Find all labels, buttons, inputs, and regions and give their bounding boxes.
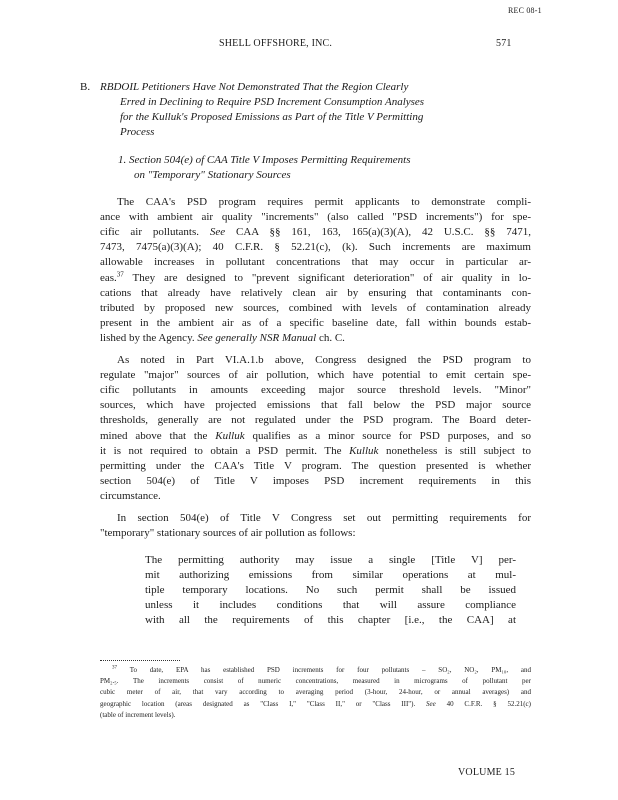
body-line: allowable increases in pollutant concentrations that may occur in particular ar-	[100, 256, 531, 269]
body-line: section 504(e) of Title V imposes PSD increment requirements in this	[100, 474, 531, 487]
page-number: 571	[496, 38, 512, 49]
text-run: qualifies as a minor source for PSD purposes, and so	[244, 429, 531, 442]
text-run: PM₂.₅. The increments consist of numeric concentrations, measured in micrograms of pollutant per	[100, 677, 531, 686]
text-run: eas.	[100, 271, 117, 284]
text-run: (table of increment levels).	[100, 710, 176, 719]
text-run: ch. C.	[316, 331, 345, 344]
body-line: regulate "major" sources of air pollution, which have potential to emit certain spe-	[100, 369, 531, 382]
footnote-line	[100, 676, 531, 686]
body-line	[100, 429, 531, 444]
body-line: "temporary" stationary sources of air pollution as follows:	[100, 527, 356, 540]
body-line	[100, 271, 531, 286]
footnote-marker: 37	[116, 269, 124, 278]
text-run: it is not required to obtain a PSD permit. The	[100, 444, 350, 457]
text-run: 40 C.F.R. § 52.21(c)	[435, 699, 531, 708]
quote-line: unless it includes conditions that will assure compliance	[145, 599, 516, 612]
body-line	[100, 225, 531, 240]
body-line: The CAA's PSD program requires permit applicants to demonstrate compli-	[117, 196, 531, 208]
text-run: nonetheless is still subject to	[378, 444, 531, 457]
body-line: As noted in Part VI.A.1.b above, Congress designed the PSD program to	[117, 354, 531, 366]
section-b-heading-line: RBDOIL Petitioners Have Not Demonstrated That the Region Clearly	[100, 81, 409, 93]
footnote-line	[100, 710, 531, 720]
body-line: present in the ambient air as of a specific baseline date, fall within bounds estab-	[100, 316, 531, 329]
body-line: sources, which have projected emissions that fall below the PSD major source	[100, 399, 531, 412]
body-line: cific pollutants in amounts exceeding major source threshold levels. "Minor"	[100, 384, 531, 397]
section-b-heading-line: Process	[120, 126, 155, 138]
text-run: geographic location (areas designated as "Class I," "Class II," or "Class III").	[100, 699, 427, 708]
section-b-label: B.	[80, 81, 91, 93]
quote-line: with all the requirements of this chapter [i.e., the CAA] at	[145, 614, 516, 627]
body-line: permitting under the CAA's Title V program. The question presented is whether	[100, 459, 531, 472]
body-line	[100, 444, 531, 459]
body-line	[100, 331, 531, 346]
footnote-number: 37	[112, 665, 117, 671]
text-run: CAA §§ 161, 163, 165(a)(3)(A), 42 U.S.C. §§ 7471,	[225, 226, 531, 239]
footnote-line	[112, 665, 531, 675]
volume-footer: VOLUME 15	[458, 767, 516, 778]
footnote-line	[100, 699, 531, 709]
italic-citation: Kulluk	[349, 444, 379, 457]
subsection-1-heading-line: on "Temporary" Stationary Sources	[134, 169, 291, 181]
body-line: tributed by proposed new sources, combined with levels of contamination already	[100, 301, 531, 314]
body-line: ance with ambient air quality "increments" (also called "PSD increments") for spe-	[100, 211, 531, 224]
text-run: lished by the Agency.	[100, 331, 198, 344]
body-line: In section 504(e) of Title V Congress set out permitting requirements for	[117, 512, 531, 524]
text-run: mined above that the	[100, 429, 216, 442]
body-line: circumstance.	[100, 489, 161, 502]
quote-line: The permitting authority may issue a single [Title V] per-	[145, 554, 516, 566]
body-line: thresholds, generally are not regulated under the PSD program. The Board deter-	[100, 414, 531, 427]
running-head: SHELL OFFSHORE, INC.	[219, 38, 333, 49]
text-run: cubic meter of air, that vary according to averaging period (3-hour, 24-hour, or annual averages) and	[100, 688, 531, 697]
body-line: 7473, 7475(a)(3)(A); 40 C.F.R. § 52.21(c), (k). Such increments are maximum	[100, 241, 531, 254]
section-b-heading-line: Erred in Declining to Require PSD Increment Consumption Analyses	[120, 96, 425, 108]
italic-citation: See	[426, 699, 436, 708]
quote-line: mit authorizing emissions from similar operations at mul-	[145, 569, 516, 582]
footnote-separator	[100, 660, 180, 661]
italic-citation: See generally NSR Manual	[197, 331, 317, 344]
section-b-heading-line: for the Kulluk's Proposed Emissions as Part of the Title V Permitting	[120, 111, 424, 123]
document-id: REC 08-1	[508, 6, 542, 15]
text-run: To date, EPA has established PSD increments for four pollutants – SO₂, NO₂, PM₁₀, and	[129, 666, 532, 674]
text-run: cific air pollutants.	[100, 226, 210, 239]
italic-citation: Kulluk	[215, 429, 245, 442]
footnote-line	[100, 687, 531, 697]
text-run: They are designed to "prevent significant deterioration" of air quality in lo-	[123, 271, 531, 284]
italic-citation: See	[209, 226, 226, 239]
body-line: cations that already have relatively clean air by ensuring that contaminants con-	[100, 286, 531, 299]
quote-line: tiple temporary locations. No such permit shall be issued	[145, 584, 516, 597]
subsection-1-heading-line: 1. Section 504(e) of CAA Title V Imposes Permitting Requirements	[118, 154, 411, 166]
